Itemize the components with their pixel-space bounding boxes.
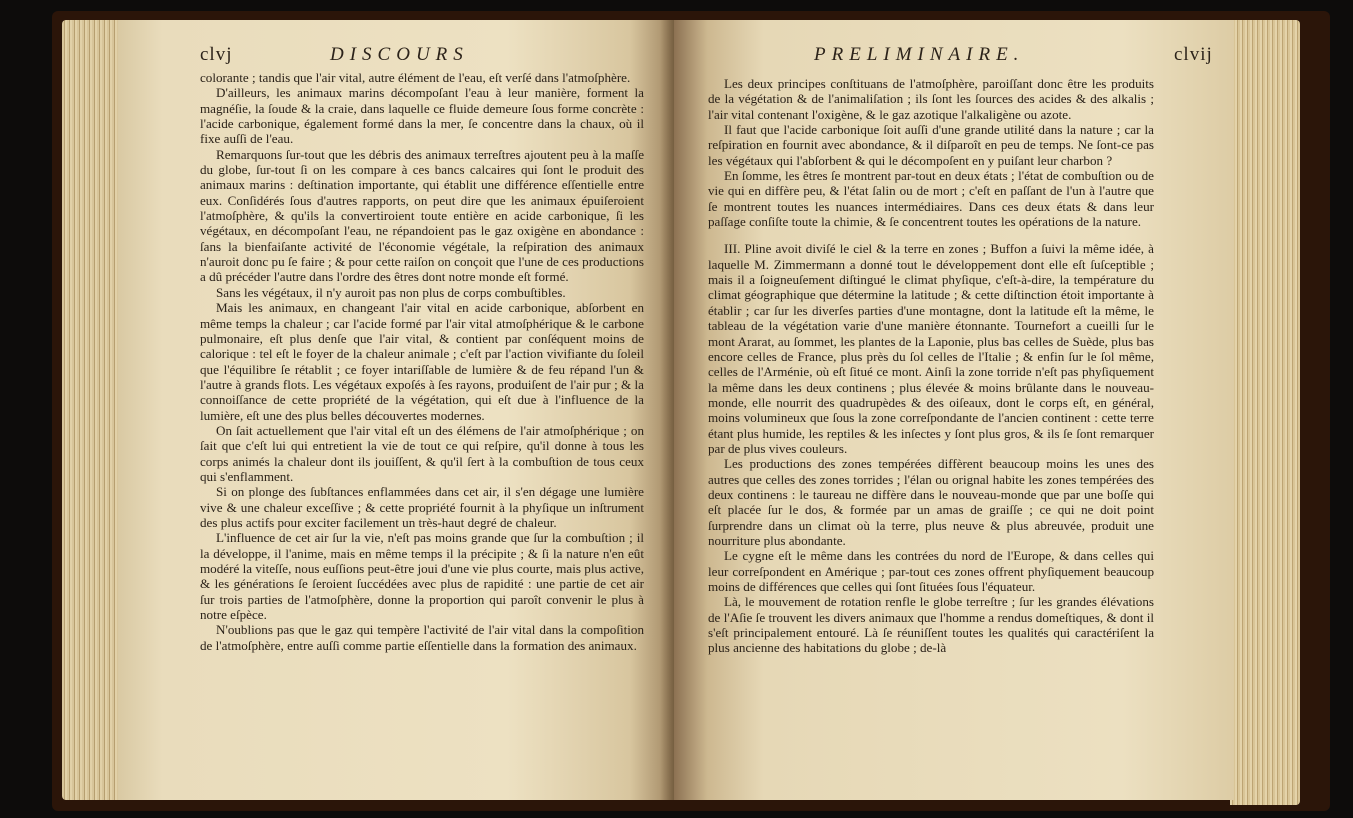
right-body-text: [708, 76, 1154, 656]
left-running-head: DISCOURS: [330, 44, 469, 65]
right-paragraph-7: Là, le mouvement de rotation renfle le globe terreſtre ; ſur les grandes élévations de l'Aſie ſe trouvent les divers animaux que l'homme a rendus domeſtiques, & dont il s'eſt principalement entouré. Là ſe réuniſſent toutes les qualités qui caractériſent la plus ancienne des habitations du globe ; de-là: [708, 594, 1154, 656]
left-paragraph-9: N'oublions pas que le gaz qui tempère l'activité de l'air vital dans la compoſition de l'atmoſphère, entre auſſi comme partie eſſentielle dans la formation des animaux.: [200, 622, 644, 653]
right-paragraph-4: III. Pline avoit diviſé le ciel & la terre en zones ; Buffon a ſuivi la même idée, à laquelle M. Zimmermann a donné tout le développement dont elle eſt ſuſceptible ; mais il a ſoigneuſement diſtingué le climat phyſique, c'eſt-à-dire, la température du climat géographique que détermine la latitude ; & cette diſtinction étoit importante à établir ; car ſur les diverſes parties d'une montagne, dont la latitude eſt la même, le tableau de la végétation varie d'une manière étonnante. Tournefort a cueilli ſur le mont Ararat, au ſommet, les plantes de la Laponie, plus bas celles de Suède, plus bas encore celles de France, plus près du ſol celles de l'Italie ; & enfin ſur le ſol même, celles de l'Arménie, où eſt ſitué ce mont. Ainſi la zone torride n'eſt pas phyſiquement la même dans les deux continens ; plus élevée & moins brûlante dans le nouveau-monde, elle nourrit des quadrupèdes & des oiſeaux, dont le corps eſt, en général, moins volumineux que ſous la zone correſpondante de l'ancien continent : cette terre étant plus humide, les reptiles & les inſectes y ſont plus gros, & ils ſe ſont remarquer par de plus vives couleurs.: [708, 241, 1154, 456]
left-paragraph-4: Sans les végétaux, il n'y auroit pas non plus de corps combuſtibles.: [216, 284, 566, 300]
right-paragraph-1: Les deux principes conſtituans de l'atmoſphère, paroiſſant donc être les produits de la végétation & de l'animaliſation ; ils ſont les ſources des acides & des alkalis ; l'air vital contenant l'oxigène, & le gaz azotique l'alkaligène ou azote.: [708, 76, 1154, 122]
right-header: [674, 44, 1234, 68]
left-paragraph-2: D'ailleurs, les animaux marins décompoſant l'eau à leur manière, forment la magnéſie, la ſoude & la craie, dans laquelle ce fluide demeure ſous forme concrète : l'acide carbonique, également formé dans la mer, ſe concentre dans la chaux, où il fixe auſſi de l'eau.: [200, 85, 644, 147]
right-paragraph-5: Les productions des zones tempérées diffèrent beaucoup moins les unes des autres que celles des zones torrides ; l'élan ou orignal habite les zones tempérées des deux continens : le taureau ne diffère dans le nouveau-monde que par une boſſe qui eſt placée ſur le dos, & formée par un amas de graiſſe ; ce qui ne doit point ſurprendre dans un climat où la terre, plus neuve & plus abreuvée, produit une nourriture plus abondante.: [708, 456, 1154, 548]
left-paragraph-7: Si on plonge des ſubſtances enflammées dans cet air, il s'en dégage une lumière vive & une chaleur exceſſive ; & cette propriété fournit à la phyſique un inſtrument des plus actifs pour exciter facilement un très-haut degré de chaleur.: [200, 484, 644, 530]
right-page-number: clvij: [1174, 44, 1213, 65]
left-page-number: clvj: [200, 44, 233, 65]
left-paragraph-6: On ſait actuellement que l'air vital eſt un des élémens de l'air atmoſphérique ; on ſait que c'eſt lui qui entretient la vie de tout ce qui reſpire, qu'il donne à tous les corps animés la chaleur dont ils jouiſſent, & qu'il ſert à la combuſtion de tous ceux qui s'enflamment.: [200, 422, 644, 484]
left-paragraph-3: Remarquons ſur-tout que les débris des animaux terreſtres ajoutent peu à la maſſe du globe, ſur-tout ſi on les compare à ces bancs calcaires qui ſont le produit des animaux marins : deſtination importante, qui établit une différence eſſentielle entre eux. Conſidérés ſous d'autres rapports, on peut dire que les animaux épuiſeroient l'atmoſphère, & qu'ils la convertiroient toute entière en acide carbonique, ſi les végétaux, en décompoſant l'eau, ne répandoient pas le gaz oxigène en abondance : ſans la bienfaiſante activité de l'économie végétale, la reſpiration des animaux n'auroit donc pu ſe faire ; & pour cette raiſon on conçoit que l'une de ces productions a dû précéder l'autre dans l'ordre des êtres dont notre monde eſt formé.: [200, 146, 644, 285]
right-page: [674, 20, 1234, 800]
left-page: [118, 20, 674, 800]
left-page-edges: [62, 20, 122, 800]
right-paragraph-2: Il faut que l'acide carbonique ſoit auſſi d'une grande utilité dans la nature ; car la reſpiration en fournit avec abondance, & il diſparoît en peu de temps. Ne ſont-ce pas les végétaux qui l'abſorbent & qui le décompoſent en y puiſant leur charbon ?: [708, 122, 1154, 168]
left-body-text: [200, 70, 644, 653]
left-header: [118, 44, 674, 68]
right-page-edges: [1230, 20, 1300, 805]
left-paragraph-5: Mais les animaux, en changeant l'air vital en acide carbonique, abſorbent en même temps la chaleur ; car l'acide formé par l'air vital atmoſphérique & le carbone pulmonaire, eſt plus denſe que l'air vital, & contient par conſéquent moins de calorique : tel eſt le foyer de la chaleur animale ; c'eſt par l'action vivifiante du ſoleil que l'équilibre ſe rétablit ; ce foyer intariſſable de lumière & de feu répand l'un & l'autre à grands flots. Les végétaux expoſés à ſes rayons, produiſent de l'air pur ; & la connoiſſance de cette propriété de la végétation, qui eſt due à l'influence de la lumière, eſt une des plus belles découvertes modernes.: [200, 300, 644, 423]
right-paragraph-6: Le cygne eſt le même dans les contrées du nord de l'Europe, & dans celles qui leur correſpondent en Amérique ; par-tout ces zones offrent phyſiquement beaucoup moins de différences que celles qui ſont ſituées ſous l'équateur.: [708, 548, 1154, 594]
right-running-head: PRELIMINAIRE.: [814, 44, 1025, 65]
right-paragraph-3: En ſomme, les êtres ſe montrent par-tout en deux états ; l'état de combuſtion ou de vie qui en diffère peu, & l'état ſalin ou de mort ; c'eſt en paſſant de l'un à l'autre que ſe montrent toutes les nuances intermédiaires. Dans ces deux états & dans leur paſſage conſiſte toute la chimie, & ſe concentrent toutes les opérations de la nature.: [708, 168, 1154, 230]
left-paragraph-1: colorante ; tandis que l'air vital, autre élément de l'eau, eſt verſé dans l'atmoſphère.: [200, 70, 631, 85]
left-paragraph-8: L'influence de cet air ſur la vie, n'eſt pas moins grande que ſur la combuſtion ; il la développe, il l'anime, mais en même temps il la précipite ; & ſi la nature n'en eût modéré la viteſſe, nous euſſions peut-être joui d'une vie plus courte, mais plus active, & les générations ſe ſeroient ſuccédées avec plus de rapidité : une partie de cet air ſur trois parties de l'atmoſphère, donne la proportion qui paroît convenir le plus à notre eſpèce.: [200, 530, 644, 623]
